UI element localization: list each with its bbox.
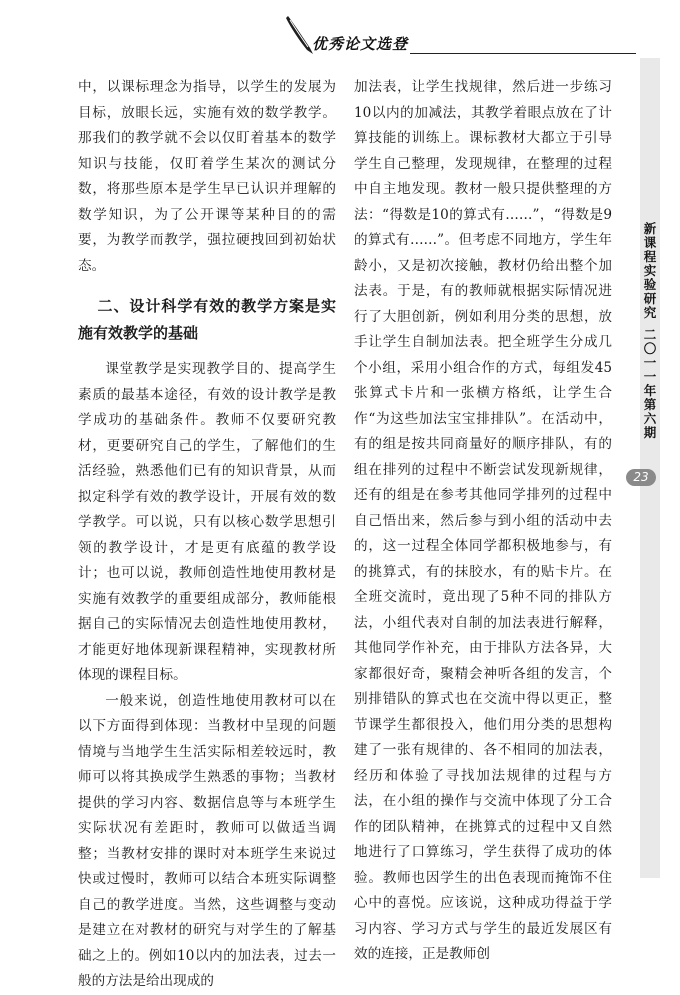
section-title: 优秀论文选登 [312, 35, 409, 53]
journal-sidebar [640, 58, 660, 878]
journal-name: 新课程实验研究 [643, 221, 657, 320]
issue-label: 二〇一一年第六期 [643, 327, 657, 440]
header-rule [410, 53, 636, 54]
paragraph-continued: 加法表，让学生找规律，然后进一步练习10以内的加减法，其教学着眼点放在了计算技能的训练上。课标教材大都立于引导学生自己整理，发现规律，在整理的过程中自主地发现。教材一般只提供整理的方法：“得数是10的算式有……”，“得数是9的算式有……”。但考虑不同地方，学生年龄小，又是初次接触，教材仍给出整个加法表。于是，有的教师就根据实际情况进行了大胆创新，例如利用分类的思想，放手让学生自制加法表。把全班学生分成几个小组，采用小组合作的方式，每组发45张算式卡片和一张横方格纸，让学生合作“为这些加法宝宝排排队”。在活动中，有的组是按共同商量好的顺序排队，有的组在排列的过程中不断尝试发现新规律，还有的组是在参考其他同学排列的过程中自己悟出来，然后参与到小组的活动中去的，这一过程全体同学都积极地参与，有的挑算式，有的抹胶水，有的贴卡片。在全班交流时，竟出现了5种不同的排队方法，小组代表对自制的加法表进行解释，其他同学作补充，由于排队方法各异，大家都很好奇，聚精会神听各组的发言，个别排错队的算式也在交流中得以更正，整节课学生都很投入，他们用分类的思想构建了一张有规律的、各不相同的加法表，经历和体验了寻找加法规律的过程与方法，在小组的操作与交流中体现了分工合作的团队精神，在挑算式的过程中又自然地进行了口算练习，学生获得了成功的体验。教师也因学生的出色表现而掩饰不住心中的喜悦。应该说，这种成功得益于学习内容、学习方式与学生的最近发展区有效的连接，正是教师创 [354, 79, 612, 962]
paragraph-continued: 中，以课标理念为指导，以学生的发展为目标，放眼长远，实施有效的数学教学。那我们的教学就不会以仅盯着基本的数学知识与技能，仅盯着学生某次的测试分数，将那些原本是学生早已认识并理解的数学知识，为了公开课等某种目的的需要，为教学而教学，强拉硬拽回到初始状态。 [78, 79, 336, 274]
right-column [354, 75, 612, 968]
paragraph: 课堂教学是实现教学目的、提高学生素质的最基本途径，有效的设计教学是教学成功的基础条件。教师不仅要研究教材，更要研究自己的学生，了解他们的生活经验，熟悉他们已有的知识背景，从而拟定科学有效的教学设计，开展有效的数学教学。可以说，只有以核心数学思想引领的教学设计，才是更有底蕴的教学设计；也可以说，教师创造性地使用教材是实施有效教学的重要组成部分，教师能根据自己的实际情况去创造性地使用教材，才能更好地体现新课程精神，实现教材所体现的课程目标。 [78, 361, 336, 683]
fountain-pen-icon [282, 14, 316, 56]
page-header [0, 0, 680, 70]
left-column [78, 75, 336, 995]
section-heading: 二、设计科学有效的教学方案是实施有效教学的基础 [78, 297, 336, 342]
page-number: 23 [626, 469, 656, 486]
paragraph: 一般来说，创造性地使用教材可以在以下方面得到体现：当教材中呈现的问题情境与当地学生生活实际相差较远时，教师可以将其换成学生熟悉的事物；当教材提供的学习内容、数据信息等与本班学生实际状况有差距时，教师可以做适当调整；当教材安排的课时对本班学生来说过快或过慢时，教师可以结合本班实际调整自己的教学进度。当然，这些调整与变动是建立在对教材的研究与对学生的了解基础之上的。例如10以内的加法表，过去一般的方法是给出现成的 [78, 692, 336, 989]
